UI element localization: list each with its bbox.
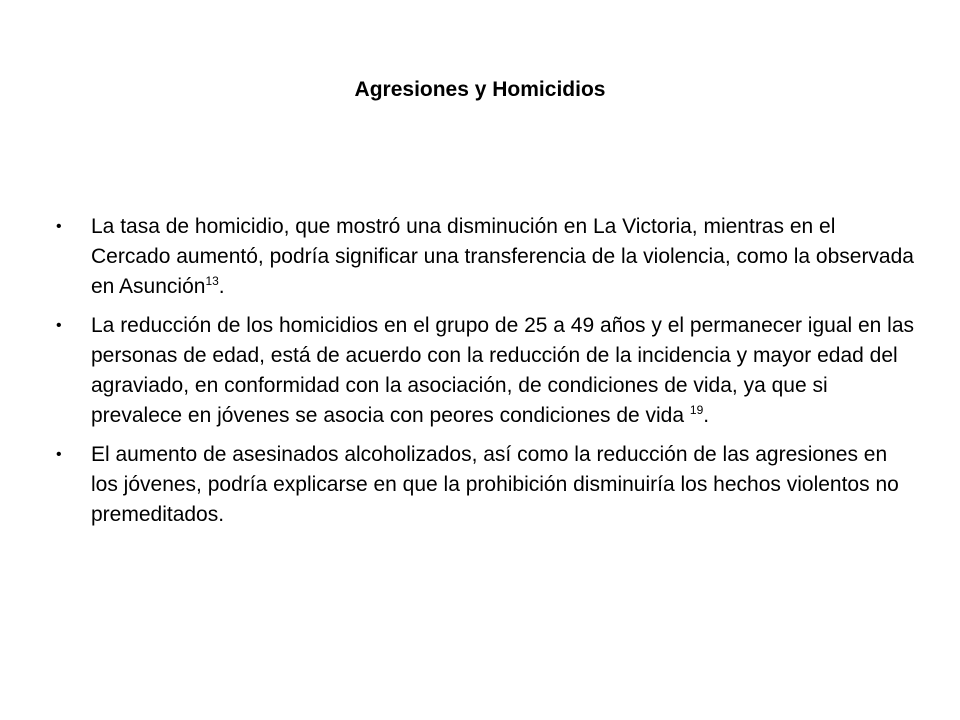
bullet-dot-icon: • <box>56 317 62 334</box>
bullet-text: El aumento de asesinados alcoholizados, así como la reducción de las agresiones en los jóvenes, podría explicarse en que la prohibición disminuiría los hechos violentos no premeditados. <box>91 443 899 526</box>
bullet-item-age-group <box>56 311 916 431</box>
bullet-list <box>56 212 916 539</box>
citation-superscript: 13 <box>205 274 219 288</box>
slide-title: Agresiones y Homicidios <box>354 78 606 101</box>
bullet-text: La reducción de los homicidios en el grupo de 25 a 49 años y el permanecer igual en las personas de edad, está de acuerdo con la reducción de la incidencia y mayor edad del agraviado, en conformidad con la asociación, de condiciones de vida, ya que si prevalece en jóvenes se asocia con peores condiciones de vida <box>91 314 915 427</box>
bullet-dot-icon: • <box>56 218 62 235</box>
bullet-tail: . <box>703 404 710 427</box>
citation-superscript: 19 <box>689 403 704 417</box>
bullet-item-alcohol <box>56 440 916 530</box>
bullet-dot-icon: • <box>56 446 62 463</box>
bullet-tail: . <box>218 275 225 298</box>
bullet-text: La tasa de homicidio, que mostró una disminución en La Victoria, mientras en el Cercado aumentó, podría significar una transferencia de la violencia, como la observada en Asunción <box>91 215 914 298</box>
bullet-item-homicide-rate <box>56 212 916 302</box>
